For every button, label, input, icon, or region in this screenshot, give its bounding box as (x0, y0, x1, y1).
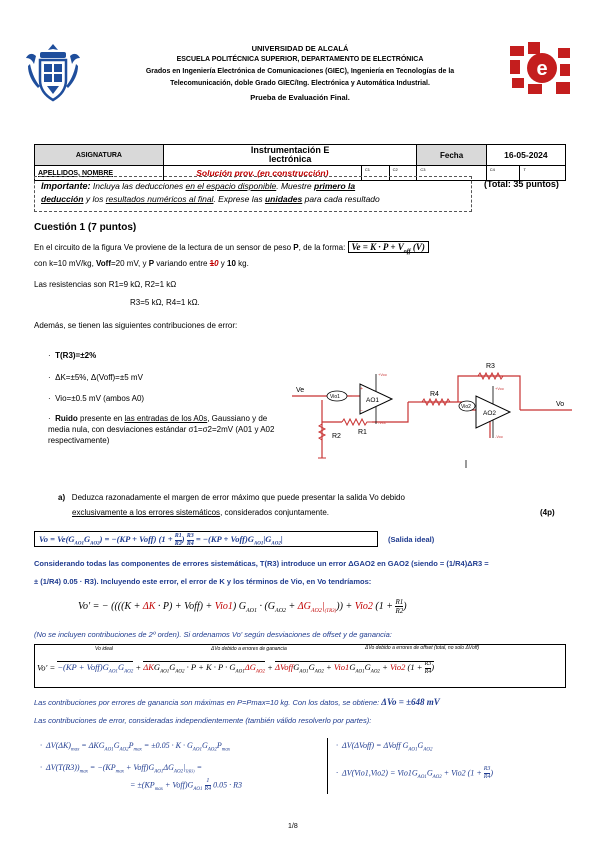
fecha-label: Fecha (417, 145, 486, 166)
score-cell-c3: C3 (417, 166, 486, 181)
question-1-title: Cuestión 1 (7 puntos) (34, 222, 137, 233)
total-points: (Total: 35 puntos) (484, 179, 559, 189)
circuit-label-vio2: Vio2 (461, 404, 471, 410)
ideal-output-equation: $Vo = Ve(G_{AO1}G_{AO2}) = -(KP$ + Voff) (1 + $\frac{R1}{R2}$ ) $\frac{R3}{R4}$ = $-(KP + Voff)G_{AO1}|G_{AO2}|$ (34, 531, 378, 547)
resistor-r4 (422, 391, 458, 405)
important-note: Importante: Incluya las deducciones en el espacio disponible. Muestre primero la deducción y los resultados numéricos al final. Exprese las unidades para cada resultado (34, 176, 472, 212)
ideal-output-label: (Salida ideal) (388, 535, 435, 544)
department-logo (506, 40, 576, 100)
contribution-tr3-line-1: · $\Delta V(T(R3))_{max} = -(KP_{max}$ + $Voff)G_{AO1}\Delta G_{AO2}|_{T(R3)}$ = (40, 763, 203, 775)
circuit-label-r2: R2 (332, 433, 341, 440)
solution-line-4: Las contribuciones de error, consideradas independientemente (también válido resolverlo por partes): (34, 716, 372, 725)
bullet-vio: · Vio=±0.5 mV (ambos A0) (48, 394, 145, 403)
contribution-delta-voff: · ΔV(ΔVoff) = ΔVoff $G_{AO1}G_{AO2}$ (336, 741, 433, 753)
bullet-tr3: · T(R3)=±2% (48, 351, 97, 360)
circuit-label-ve: Ve (296, 387, 305, 394)
degrees-line-2: Telecomunicación, doble Grado GIEC/Ing. Electrónica y Automática Industrial. (170, 80, 430, 87)
circuit-label-r3: R3 (486, 363, 495, 370)
contribution-delta-k: · $\Delta V(\Delta K)_{max} = \Delta KG_{AO1}G_{AO2}P_{max} = \pm 0.05 \cdot K \cdot G_{AO1}G_{AO2}P_{max}$ (40, 741, 231, 753)
resistor-r1 (342, 419, 372, 436)
asignatura-value: Instrumentación E lectrónica (163, 145, 417, 166)
label-gain-errors: ΔVo debido a errores de ganancia (211, 646, 287, 652)
solution-line-2: ± (1/R4) 0.05 · R3). Incluyendo este error, el error de K y los términos de Vio, en Vo tendríamos: (34, 577, 372, 586)
asignatura-label: ASIGNATURA (35, 145, 164, 166)
vio2-source (459, 401, 475, 411)
column-divider (327, 738, 328, 794)
bullet-delta-k: · ΔK=±5%, Δ(Voff)=±5 mV (48, 373, 143, 382)
circuit-label-vcc-1: +Vcc (378, 372, 388, 377)
fecha-value: 16-05-2024 (486, 145, 565, 166)
svg-text:+: + (360, 386, 363, 392)
solution-note-2: (No se incluyen contribuciones de 2º orden). Si ordenamos Vo' según desviaciones de offset y de ganancia: (34, 630, 392, 639)
opamp-ao2 (476, 386, 510, 439)
circuit-label-ao2: AO2 (483, 410, 497, 417)
score-cell-total: T (520, 166, 566, 181)
label-offset-errors: ΔVo debido a errores de offset (total, no solo ΔVoff) (365, 645, 480, 651)
university-name: UNIVERSIDAD DE ALCALÁ (251, 44, 349, 53)
score-cell-c4: C4 (486, 166, 520, 181)
label-vo-ideal: Vo ideal (95, 646, 113, 652)
circuit-label-r1: R1 (358, 429, 367, 436)
score-cell-c2: C2 (389, 166, 417, 181)
qa-text-2: exclusivamente a los errores sistemáticos, considerados conjuntamente. (72, 508, 330, 517)
score-cell-c1: C1 (361, 166, 389, 181)
resistor-r3 (478, 363, 503, 379)
page-number: 1/8 (288, 823, 298, 830)
contribution-tr3-line-2: = $\pm(KP_{max}$ + $Voff)G_{AO1}$ $\frac{1}{R4}$ 0.05 · R3 (130, 778, 243, 792)
contributions-intro: Además, se tienen las siguientes contribuciones de error: (34, 321, 238, 330)
circuit-label-ao1: AO1 (366, 397, 380, 404)
degrees-line-1: Grados en Ingeniería Electrónica de Comunicaciones (GIEC), Ingeniería en Tecnologías de la (145, 68, 455, 75)
circuit-diagram (290, 358, 580, 468)
school-name: ESCUELA POLITÉCNICA SUPERIOR, DEPARTAMENTO DE ELECTRÓNICA (176, 56, 424, 63)
solution-line-1: Considerando todas las componentes de errores sistemáticas, T(R3) introduce un error ΔGAO2 en GAO2 (siendo = (1/R4)ΔR3 = (34, 559, 489, 568)
qa-text-1: a) Deduzca razonadamente el margen de error máximo que puede presentar la salida Vo debido (58, 493, 405, 502)
university-logo (22, 40, 84, 106)
svg-text:e: e (536, 58, 548, 80)
exam-title: Prueba de Evaluación Final. (250, 93, 350, 102)
qa-points: (4p) (540, 508, 555, 517)
ordered-equation: $Vo' = -(KP + Voff)G_{AO1}G_{AO2} + \Delta KG_{AO1}G_{AO2} \cdot P + K \cdot P \cdot G_{AO1}\Delta G_{AO2}$ + $\Delta VoffG_{AO1}G_{AO2} + Vio1G_{AO1}G_{AO2} + Vio2$ (1 + $\frac{R3}{R4}$ ) (37, 661, 435, 676)
question-1-intro: En el circuito de la figura Ve proviene de la lectura de un sensor de peso P, de la forma: $Ve = K \cdot P + V_{off}$ (V) (34, 242, 564, 255)
circuit-label-vcc-2: +Vcc (495, 386, 505, 391)
vio1-source (327, 391, 347, 401)
sensor-equation: $Ve = K \cdot P + V_{off}$ (V) (348, 241, 429, 253)
nombre-value: Solución prov. (en construcción) (163, 166, 361, 181)
solution-line-3: Las contribuciones por errores de ganancia son máximas en P=Pmax=10 kg. Con los datos, se obtiene: ΔVo = ±648 mV (34, 697, 440, 707)
ordered-equation-box (34, 644, 566, 688)
circuit-label-vee-2: -Vcc (495, 434, 503, 439)
vo-prime-equation: Vo' = − ((((K + ΔK · P) + Voff) + Vio1) $G_{AO1} \cdot (G_{AO2} + \Delta G_{AO2}|_{(TR3)})) + Vio2$ (1 + $\frac{R1}{R2}$ ) (78, 598, 407, 615)
circuit-label-vee-1: -Vcc (378, 420, 386, 425)
resistances-line-2: R3=5 kΩ, R4=1 kΩ. (130, 298, 200, 307)
circuit-label-vio1: Vio1 (330, 394, 340, 400)
contribution-vio: · $\Delta V(Vio1,Vio2) = Vio1G_{AO1}G_{AO2} + Vio2$ (1 + $\frac{R3}{R4}$ ) (336, 766, 494, 780)
svg-text:−: − (360, 408, 363, 414)
opamp-ao1 (360, 372, 392, 425)
resistances-line-1: Las resistencias son R1=9 kΩ, R2=1 kΩ (34, 280, 177, 289)
circuit-label-vo: Vo (556, 401, 565, 408)
bullet-noise: · Ruido presente en las entradas de los A0s, Gaussiano y de media nula, con desviaciones estándar σ1=σ2=2mV (A01 y A02 respectivamente) (48, 414, 275, 445)
circuit-label-r4: R4 (430, 391, 439, 398)
question-1-params: con k=10 mV/kg, Voff=20 mV, y P variando entre 10 y 10 kg. (34, 259, 249, 268)
apellidos-label: APELLIDOS, NOMBRE (35, 166, 164, 181)
